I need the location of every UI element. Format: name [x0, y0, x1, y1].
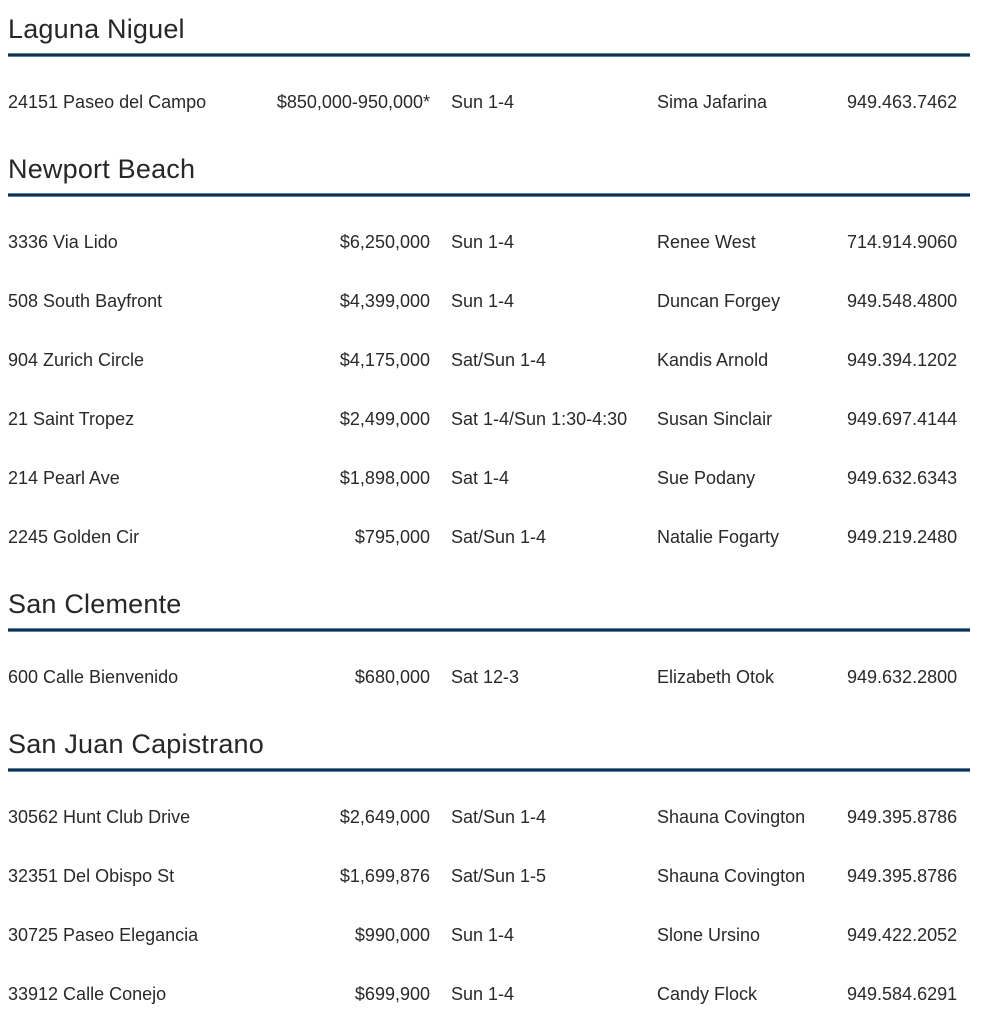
listing-open-house-time: Sun 1-4 — [451, 291, 515, 311]
listing-price: $990,000 — [354, 925, 430, 945]
listing-open-house-time: Sat/Sun 1-4 — [451, 807, 547, 827]
listing-open-house-time: Sat/Sun 1-4 — [451, 350, 547, 370]
listing-address: 3336 Via Lido — [8, 232, 118, 252]
listing-address: 600 Calle Bienvenido — [8, 667, 179, 687]
listing-open-house-time: Sat 1-4/Sun 1:30-4:30 — [451, 409, 628, 429]
listing-open-house-time: Sat 12-3 — [451, 667, 520, 687]
listing-open-house-time: Sat/Sun 1-5 — [451, 866, 547, 886]
listing-address: 508 South Bayfront — [8, 291, 163, 311]
listing-agent-name: Shauna Covington — [657, 807, 806, 827]
listing-price: $4,399,000 — [339, 291, 430, 311]
listing-agent-phone: 949.219.2480 — [847, 527, 958, 547]
listing-price: $795,000 — [354, 527, 430, 547]
listing-price: $2,499,000 — [339, 409, 430, 429]
listing-row — [8, 390, 970, 449]
listing-agent-name: Natalie Fogarty — [657, 527, 780, 547]
listing-row — [8, 906, 970, 965]
listing-agent-name: Renee West — [657, 232, 756, 252]
listing-agent-name: Sima Jafarina — [657, 92, 768, 112]
listing-agent-phone: 949.394.1202 — [847, 350, 958, 370]
listing-agent-phone: 949.395.8786 — [847, 807, 958, 827]
listing-agent-phone: 949.697.4144 — [847, 409, 958, 429]
listing-agent-phone: 949.632.2800 — [847, 667, 958, 687]
listing-agent-name: Sue Podany — [657, 468, 756, 488]
listing-rows — [8, 788, 970, 1024]
listing-agent-name: Duncan Forgey — [657, 291, 781, 311]
listing-address: 30562 Hunt Club Drive — [8, 807, 191, 827]
listing-address: 30725 Paseo Elegancia — [8, 925, 199, 945]
listing-row — [8, 788, 970, 847]
listing-price: $850,000-950,000* — [276, 92, 430, 112]
listing-row — [8, 449, 970, 508]
listing-open-house-time: Sun 1-4 — [451, 92, 515, 112]
listing-row — [8, 73, 970, 132]
listing-agent-name: Candy Flock — [657, 984, 758, 1004]
listing-agent-phone: 949.395.8786 — [847, 866, 958, 886]
listing-row — [8, 272, 970, 331]
listing-price: $680,000 — [354, 667, 430, 687]
listing-row — [8, 648, 970, 707]
listing-row — [8, 965, 970, 1024]
listing-address: 33912 Calle Conejo — [8, 984, 167, 1004]
listing-address: 32351 Del Obispo St — [8, 866, 175, 886]
listing-agent-name: Susan Sinclair — [657, 409, 773, 429]
listing-price: $6,250,000 — [339, 232, 430, 252]
listing-address: 21 Saint Tropez — [8, 409, 135, 429]
listing-agent-phone: 949.463.7462 — [847, 92, 958, 112]
section-divider-rule — [8, 53, 970, 57]
listing-price: $4,175,000 — [339, 350, 430, 370]
city-section-heading: Laguna Niguel — [8, 14, 185, 44]
city-section — [8, 14, 970, 132]
listing-price: $1,898,000 — [339, 468, 430, 488]
listing-rows — [8, 73, 970, 132]
listing-agent-phone: 949.548.4800 — [847, 291, 958, 311]
listing-price: $2,649,000 — [339, 807, 430, 827]
listing-open-house-time: Sat 1-4 — [451, 468, 510, 488]
listing-agent-phone: 949.422.2052 — [847, 925, 958, 945]
listing-open-house-time: Sun 1-4 — [451, 232, 515, 252]
listing-row — [8, 213, 970, 272]
listing-open-house-time: Sun 1-4 — [451, 925, 515, 945]
listing-agent-phone: 714.914.9060 — [847, 232, 958, 252]
section-divider-rule — [8, 628, 970, 632]
listing-row — [8, 331, 970, 390]
listing-agent-name: Kandis Arnold — [657, 350, 769, 370]
listing-address: 24151 Paseo del Campo — [8, 92, 207, 112]
city-section-heading: San Juan Capistrano — [8, 729, 264, 759]
listing-open-house-time: Sun 1-4 — [451, 984, 515, 1004]
city-section-heading: Newport Beach — [8, 154, 196, 184]
listing-price: $1,699,876 — [339, 866, 430, 886]
section-divider-rule — [8, 768, 970, 772]
listing-agent-name: Shauna Covington — [657, 866, 806, 886]
listing-open-house-time: Sat/Sun 1-4 — [451, 527, 547, 547]
city-section — [8, 729, 970, 1024]
listing-rows — [8, 213, 970, 567]
listing-agent-phone: 949.632.6343 — [847, 468, 958, 488]
listing-address: 214 Pearl Ave — [8, 468, 120, 488]
listing-row — [8, 508, 970, 567]
listing-address: 2245 Golden Cir — [8, 527, 140, 547]
city-section — [8, 589, 970, 707]
listing-rows — [8, 648, 970, 707]
listing-row — [8, 847, 970, 906]
listing-agent-name: Elizabeth Otok — [657, 667, 775, 687]
section-divider-rule — [8, 193, 970, 197]
listing-agent-phone: 949.584.6291 — [847, 984, 958, 1004]
listing-address: 904 Zurich Circle — [8, 350, 145, 370]
city-section-heading: San Clemente — [8, 589, 182, 619]
listing-price: $699,900 — [354, 984, 430, 1004]
listing-agent-name: Slone Ursino — [657, 925, 761, 945]
city-section — [8, 154, 970, 567]
